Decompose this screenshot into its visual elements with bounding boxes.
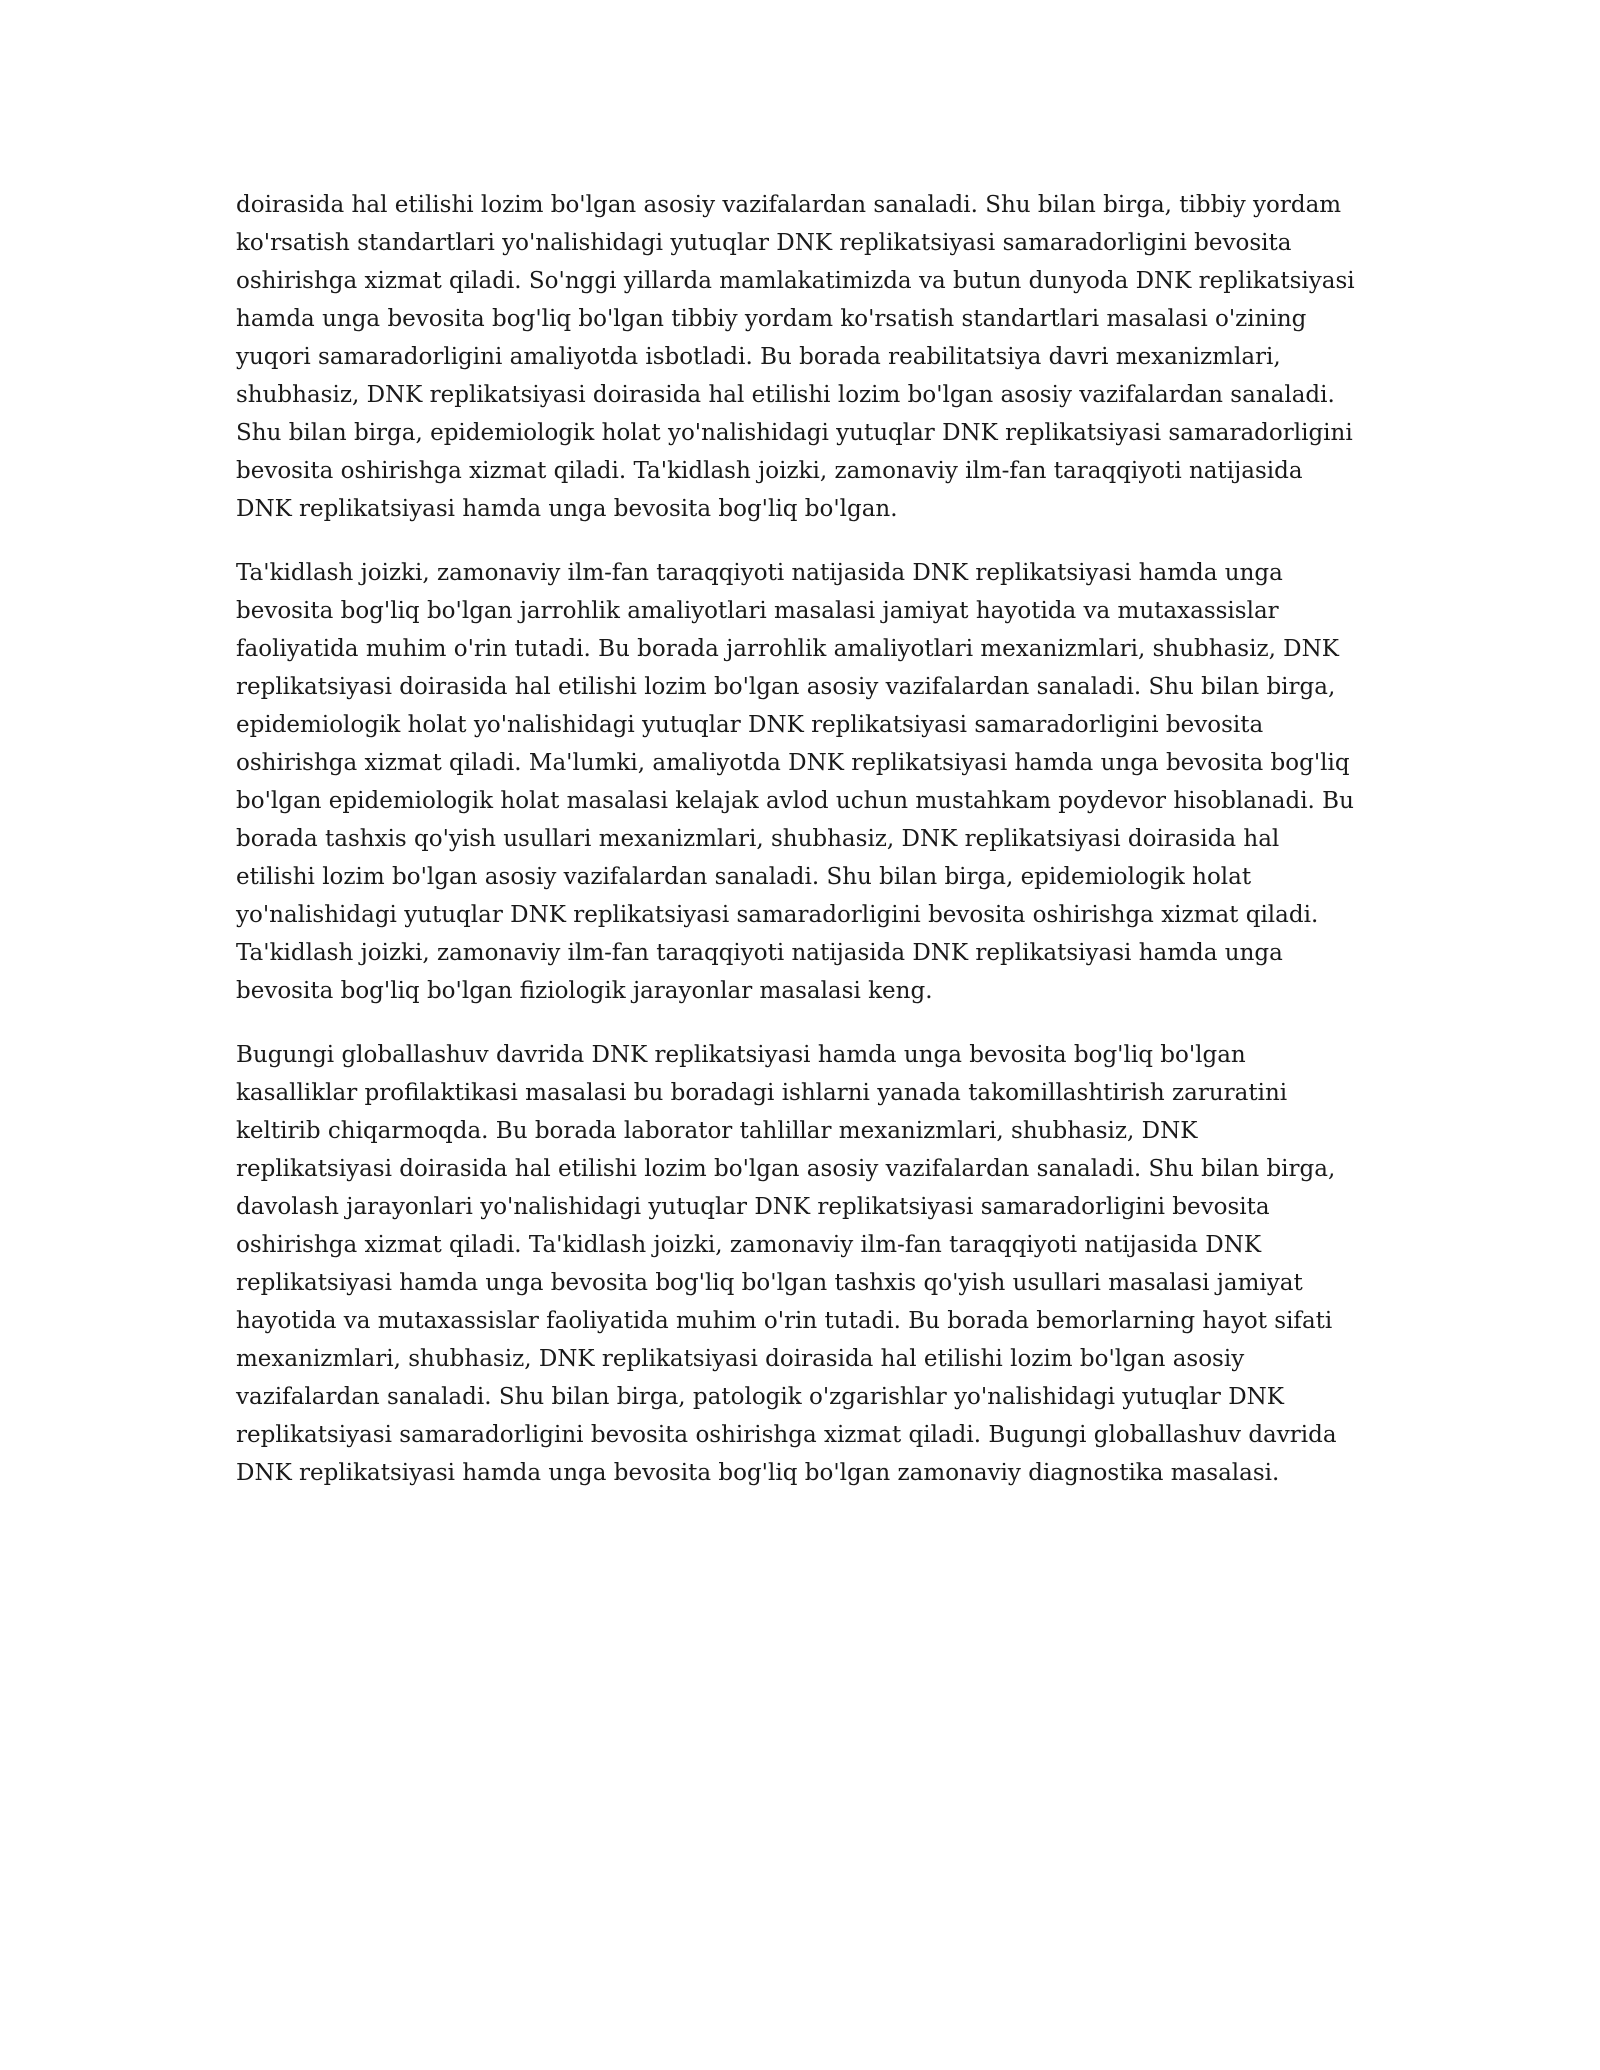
paragraph-1 (236, 186, 1366, 528)
paragraph-line: faoliyatida muhim o'rin tutadi. Bu borada jarrohlik amaliyotlari mexanizmlari, shubhasiz, DNK (236, 636, 1339, 662)
paragraph-line: replikatsiyasi doirasida hal etilishi lozim bo'lgan asosiy vazifalardan sanaladi. Shu bilan birga, (236, 674, 1336, 700)
paragraph-line: bo'lgan epidemiologik holat masalasi kelajak avlod uchun mustahkam poydevor hisoblanadi. Bu (236, 788, 1354, 814)
paragraph-line: bevosita bog'liq bo'lgan jarrohlik amaliyotlari masalasi jamiyat hayotida va mutaxassislar (236, 598, 1279, 624)
paragraph-line: oshirishga xizmat qiladi. Ta'kidlash joizki, zamonaviy ilm-fan taraqqiyoti natijasida DNK (236, 1232, 1262, 1258)
paragraph-line: Bugungi globallashuv davrida DNK replikatsiyasi hamda unga bevosita bog'liq bo'lgan (236, 1042, 1246, 1068)
paragraph-line: etilishi lozim bo'lgan asosiy vazifalardan sanaladi. Shu bilan birga, epidemiologik holat (236, 864, 1252, 890)
paragraph-line: replikatsiyasi doirasida hal etilishi lozim bo'lgan asosiy vazifalardan sanaladi. Shu bilan birga, (236, 1156, 1336, 1182)
paragraph-line: yo'nalishidagi yutuqlar DNK replikatsiyasi samaradorligini bevosita oshirishga xizmat qiladi. (236, 902, 1319, 928)
paragraph-line: replikatsiyasi samaradorligini bevosita oshirishga xizmat qiladi. Bugungi globallashuv davrida (236, 1422, 1337, 1448)
paragraph-line: Shu bilan birga, epidemiologik holat yo'nalishidagi yutuqlar DNK replikatsiyasi samaradorligini (236, 420, 1353, 446)
paragraph-line: davolash jarayonlari yo'nalishidagi yutuqlar DNK replikatsiyasi samaradorligini bevosita (236, 1194, 1270, 1220)
paragraph-line: epidemiologik holat yo'nalishidagi yutuqlar DNK replikatsiyasi samaradorligini bevosita (236, 712, 1264, 738)
paragraph-line: bevosita bog'liq bo'lgan fiziologik jarayonlar masalasi keng. (236, 978, 933, 1004)
paragraph-line: keltirib chiqarmoqda. Bu borada laborator tahlillar mexanizmlari, shubhasiz, DNK (236, 1118, 1198, 1144)
paragraph-line: doirasida hal etilishi lozim bo'lgan asosiy vazifalardan sanaladi. Shu bilan birga, tibbiy yordam (236, 192, 1342, 218)
paragraph-line: Ta'kidlash joizki, zamonaviy ilm-fan taraqqiyoti natijasida DNK replikatsiyasi hamda unga (236, 940, 1283, 966)
paragraph-3 (236, 1036, 1366, 1492)
paragraph-line: shubhasiz, DNK replikatsiyasi doirasida hal etilishi lozim bo'lgan asosiy vazifalardan sanaladi. (236, 382, 1335, 408)
paragraph-line: oshirishga xizmat qiladi. So'nggi yillarda mamlakatimizda va butun dunyoda DNK replikatsiyasi (236, 268, 1355, 294)
paragraph-line: hamda unga bevosita bog'liq bo'lgan tibbiy yordam ko'rsatish standartlari masalasi o'zining (236, 306, 1307, 332)
paragraph-line: kasalliklar profilaktikasi masalasi bu boradagi ishlarni yanada takomillashtirish zaruratini (236, 1080, 1288, 1106)
paragraph-line: yuqori samaradorligini amaliyotda isbotladi. Bu borada reabilitatsiya davri mexanizmlari, (236, 344, 1281, 370)
paragraph-line: bevosita oshirishga xizmat qiladi. Ta'kidlash joizki, zamonaviy ilm-fan taraqqiyoti natijasida (236, 458, 1303, 484)
paragraph-line: hayotida va mutaxassislar faoliyatida muhim o'rin tutadi. Bu borada bemorlarning hayot sifati (236, 1308, 1333, 1334)
paragraph-line: Ta'kidlash joizki, zamonaviy ilm-fan taraqqiyoti natijasida DNK replikatsiyasi hamda unga (236, 560, 1283, 586)
paragraph-line: replikatsiyasi hamda unga bevosita bog'liq bo'lgan tashxis qo'yish usullari masalasi jamiyat (236, 1270, 1303, 1296)
paragraph-line: ko'rsatish standartlari yo'nalishidagi yutuqlar DNK replikatsiyasi samaradorligini bevosita (236, 230, 1292, 256)
paragraph-line: DNK replikatsiyasi hamda unga bevosita bog'liq bo'lgan zamonaviy diagnostika masalasi. (236, 1460, 1280, 1486)
paragraph-2 (236, 554, 1366, 1010)
paragraph-line: vazifalardan sanaladi. Shu bilan birga, patologik o'zgarishlar yo'nalishidagi yutuqlar DNK (236, 1384, 1284, 1410)
paragraph-line: mexanizmlari, shubhasiz, DNK replikatsiyasi doirasida hal etilishi lozim bo'lgan asosiy (236, 1346, 1245, 1372)
paragraph-line: oshirishga xizmat qiladi. Ma'lumki, amaliyotda DNK replikatsiyasi hamda unga bevosita bog'liq (236, 750, 1350, 776)
paragraph-line: DNK replikatsiyasi hamda unga bevosita bog'liq bo'lgan. (236, 496, 898, 522)
text-column (236, 186, 1366, 1518)
paragraph-line: borada tashxis qo'yish usullari mexanizmlari, shubhasiz, DNK replikatsiyasi doirasida hal (236, 826, 1280, 852)
